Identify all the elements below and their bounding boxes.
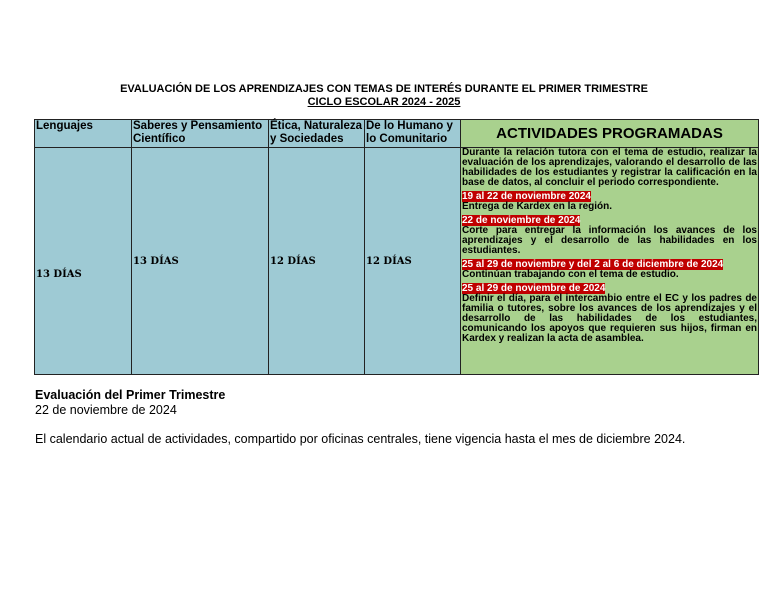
days-lenguajes [35, 148, 132, 375]
activity-item [462, 216, 757, 256]
activity-text: Continúan trabajando con el tema de estudio. [462, 269, 679, 280]
activity-item [462, 260, 757, 280]
activity-text: Entrega de Kardex en la región. [462, 201, 613, 212]
activity-text: Corte para entregar la información los avances de los aprendizajes y el desarrollo de las habilidades en los estudiantes. [462, 225, 757, 256]
document-title [0, 83, 768, 109]
summary-heading: Evaluación del Primer Trimestre [35, 388, 226, 402]
activity-date: 19 al 22 de noviembre 2024 [462, 191, 591, 202]
activities-cell [461, 148, 759, 375]
header-humano: De lo Humano y lo Comunitario [365, 120, 461, 148]
header-actividades: ACTIVIDADES PROGRAMADAS [461, 120, 759, 148]
days-value: 13 DÍAS [36, 268, 82, 280]
header-etica: Ética, Naturaleza y Sociedades [269, 120, 365, 148]
table-body-row [35, 148, 759, 375]
title-line-2: CICLO ESCOLAR 2024 - 2025 [307, 96, 461, 108]
summary-block [35, 388, 225, 418]
evaluation-table [34, 119, 759, 375]
table-header-row [35, 120, 759, 148]
days-saberes [132, 148, 269, 375]
header-lenguajes: Lenguajes [35, 120, 132, 148]
activity-text: Definir el día, para el intercambio entre el EC y los padres de familia o tutores, sobre los avances de los aprendizajes y el desarrollo de las habilidades de los estudiantes, comunicando los apoyos que requieren sus hijos, firman en Kardex y realizan la acta de asamblea. [462, 293, 757, 344]
days-etica [269, 148, 365, 375]
days-value: 13 DÍAS [133, 255, 179, 267]
activity-item [462, 284, 757, 344]
days-value: 12 DÍAS [366, 255, 412, 267]
activity-date: 25 al 29 de noviembre y del 2 al 6 de diciembre de 2024 [462, 259, 724, 270]
summary-date: 22 de noviembre de 2024 [35, 403, 177, 417]
days-value: 12 DÍAS [270, 255, 316, 267]
title-line-1: EVALUACIÓN DE LOS APRENDIZAJES CON TEMAS DE INTERÉS DURANTE EL PRIMER TRIMESTRE [120, 83, 648, 95]
activity-date: 22 de noviembre de 2024 [462, 215, 581, 226]
activity-date: 25 al 29 de noviembre de 2024 [462, 283, 606, 294]
validity-note: El calendario actual de actividades, compartido por oficinas centrales, tiene vigencia hasta el mes de diciembre 2024. [35, 432, 686, 446]
activity-item [462, 192, 757, 212]
days-humano [365, 148, 461, 375]
header-saberes: Saberes y Pensamiento Científico [132, 120, 269, 148]
activities-intro: Durante la relación tutora con el tema de estudio, realizar la evaluación de los aprendizajes, valorando el desarrollo de las habilidades de los estudiantes y registrar la calificación en la base de datos, al concluir el periodo correspondiente. [462, 147, 757, 188]
